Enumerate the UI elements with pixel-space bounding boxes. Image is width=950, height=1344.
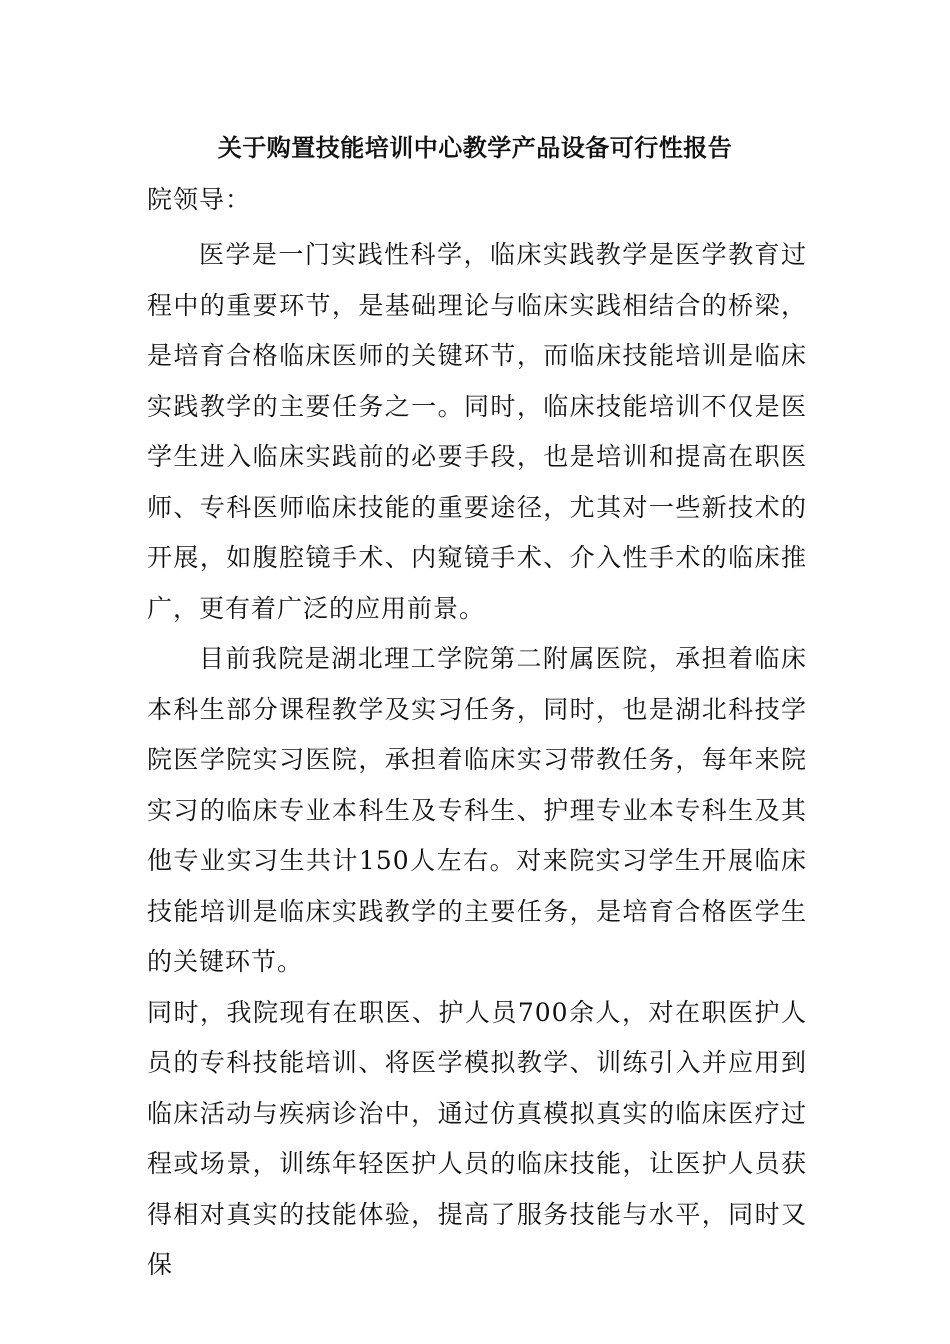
salutation: 院领导：	[147, 185, 252, 214]
paragraph-1: 医学是一门实践性科学，临床实践教学是医学教育过程中的重要环节，是基础理论与临床实践相结合的桥梁，是培育合格临床医师的关键环节，而临床技能培训是临床实践教学的主要任务之一。同时，临床技能培训不仅是医学生进入临床实践前的必要手段，也是培训和提高在职医师、专科医师临床技能的重要途径，尤其对一些新技术的开展，如腹腔镜手术、内窥镜手术、介入性手术的临床推广，更有着广泛的应用前景。	[147, 240, 807, 623]
paragraph-3: 同时，我院现有在职医、护人员700余人，对在职医护人员的专科技能培训、将医学模拟教学、训练引入并应用到临床活动与疾病诊治中，通过仿真模拟真实的临床医疗过程或场景，训练年轻医护人员的临床技能，让医护人员获得相对真实的技能体验，提高了服务技能与水平，同时又保	[147, 997, 807, 1279]
document-body	[147, 180, 807, 1291]
paragraph-2: 目前我院是湖北理工学院第二附属医院，承担着临床本科生部分课程教学及实习任务，同时，也是湖北科技学院医学院实习医院，承担着临床实习带教任务，每年来院实习的临床专业本科生及专科生、护理专业本专科生及其他专业实习生共计150人左右。对来院实习学生开展临床技能培训是临床实践教学的主要任务，是培育合格医学生的关键环节。	[147, 644, 807, 976]
document-title: 关于购置技能培训中心教学产品设备可行性报告	[217, 134, 733, 162]
